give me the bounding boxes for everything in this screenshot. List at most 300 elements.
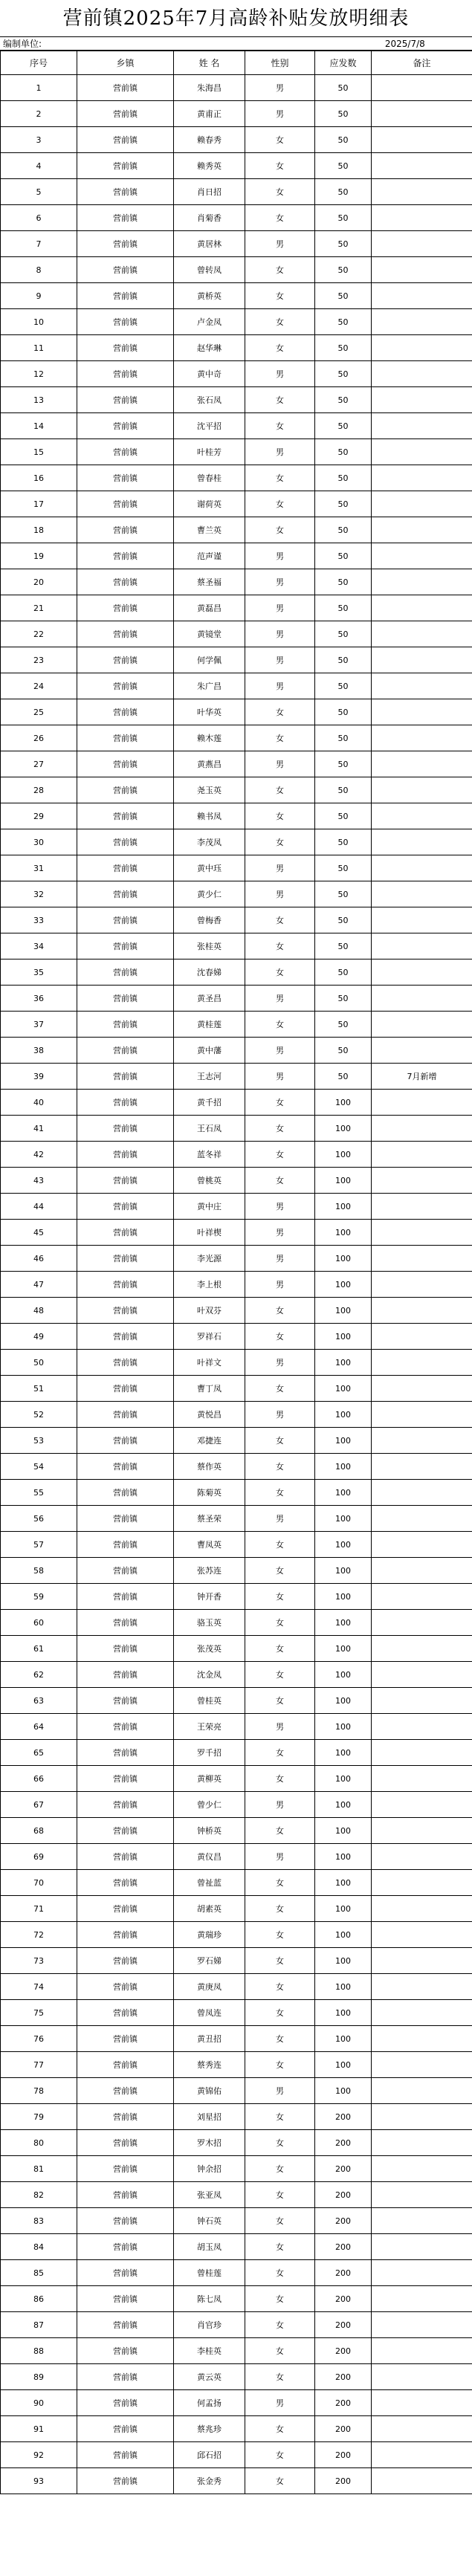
table-row — [1, 283, 472, 309]
cell-seq: 29 — [1, 803, 77, 829]
cell-amount: 50 — [315, 699, 372, 725]
cell-seq: 93 — [1, 2468, 77, 2494]
cell-name: 曾桂莲 — [174, 2260, 245, 2286]
cell-town: 营前镇 — [77, 179, 174, 205]
cell-amount: 100 — [315, 1116, 372, 1142]
cell-name: 钟余招 — [174, 2156, 245, 2182]
cell-remark — [372, 1298, 472, 1324]
cell-amount: 100 — [315, 1636, 372, 1662]
cell-gender: 女 — [245, 1818, 315, 1844]
cell-seq: 62 — [1, 1662, 77, 1688]
cell-amount: 200 — [315, 2234, 372, 2260]
cell-amount: 100 — [315, 2026, 372, 2052]
cell-town: 营前镇 — [77, 335, 174, 361]
cell-name: 沈春娣 — [174, 959, 245, 986]
cell-remark — [372, 1090, 472, 1116]
cell-town: 营前镇 — [77, 2182, 174, 2208]
cell-seq: 2 — [1, 101, 77, 127]
cell-gender: 女 — [245, 803, 315, 829]
cell-remark — [372, 2442, 472, 2468]
table-row — [1, 2156, 472, 2182]
cell-remark — [372, 1948, 472, 1974]
cell-town: 营前镇 — [77, 2052, 174, 2078]
cell-remark — [372, 569, 472, 595]
cell-amount: 100 — [315, 1610, 372, 1636]
cell-remark — [372, 361, 472, 387]
cell-seq: 48 — [1, 1298, 77, 1324]
cell-remark — [372, 2000, 472, 2026]
header-remark: 备注 — [372, 51, 472, 75]
cell-town: 营前镇 — [77, 855, 174, 881]
cell-town: 营前镇 — [77, 2286, 174, 2312]
table-row — [1, 1012, 472, 1038]
cell-amount: 100 — [315, 1402, 372, 1428]
cell-amount: 200 — [315, 2338, 372, 2364]
cell-amount: 50 — [315, 127, 372, 153]
cell-remark — [372, 543, 472, 569]
cell-remark — [372, 1662, 472, 1688]
cell-seq: 91 — [1, 2416, 77, 2442]
cell-town: 营前镇 — [77, 2416, 174, 2442]
cell-seq: 83 — [1, 2208, 77, 2234]
cell-seq: 24 — [1, 673, 77, 699]
cell-gender: 女 — [245, 2026, 315, 2052]
cell-remark — [372, 1610, 472, 1636]
cell-remark — [372, 673, 472, 699]
cell-remark — [372, 2026, 472, 2052]
cell-amount: 200 — [315, 2182, 372, 2208]
table-row — [1, 1428, 472, 1454]
table-row — [1, 986, 472, 1012]
cell-gender: 女 — [245, 335, 315, 361]
cell-amount: 100 — [315, 1168, 372, 1194]
cell-remark — [372, 1038, 472, 1064]
cell-seq: 34 — [1, 933, 77, 959]
cell-name: 钟桥英 — [174, 1818, 245, 1844]
table-row — [1, 1818, 472, 1844]
cell-remark — [372, 1402, 472, 1428]
cell-name: 黄中珏 — [174, 855, 245, 881]
cell-town: 营前镇 — [77, 803, 174, 829]
cell-seq: 52 — [1, 1402, 77, 1428]
cell-amount: 50 — [315, 75, 372, 101]
cell-gender: 男 — [245, 595, 315, 621]
cell-name: 赖书凤 — [174, 803, 245, 829]
cell-name: 蔡圣福 — [174, 569, 245, 595]
table-row — [1, 205, 472, 231]
table-row — [1, 1376, 472, 1402]
cell-gender: 男 — [245, 855, 315, 881]
cell-town: 营前镇 — [77, 413, 174, 439]
table-row — [1, 1064, 472, 1090]
cell-name: 钟石英 — [174, 2208, 245, 2234]
cell-town: 营前镇 — [77, 1142, 174, 1168]
cell-seq: 26 — [1, 725, 77, 751]
cell-remark — [372, 2130, 472, 2156]
cell-amount: 50 — [315, 309, 372, 335]
table-row — [1, 1688, 472, 1714]
header-seq: 序号 — [1, 51, 77, 75]
cell-amount: 50 — [315, 829, 372, 855]
table-row — [1, 1272, 472, 1298]
cell-town: 营前镇 — [77, 751, 174, 777]
cell-remark — [372, 75, 472, 101]
cell-remark — [372, 2052, 472, 2078]
cell-town: 营前镇 — [77, 1844, 174, 1870]
table-row — [1, 2104, 472, 2130]
cell-remark — [372, 986, 472, 1012]
table-row — [1, 179, 472, 205]
cell-name: 朱广昌 — [174, 673, 245, 699]
cell-amount: 200 — [315, 2468, 372, 2494]
cell-remark — [372, 465, 472, 491]
cell-remark — [372, 2182, 472, 2208]
cell-town: 营前镇 — [77, 2156, 174, 2182]
cell-remark — [372, 491, 472, 517]
cell-remark — [372, 1844, 472, 1870]
cell-gender: 女 — [245, 2286, 315, 2312]
table-row — [1, 1844, 472, 1870]
cell-name: 肖日招 — [174, 179, 245, 205]
cell-gender: 男 — [245, 439, 315, 465]
cell-town: 营前镇 — [77, 1896, 174, 1922]
cell-remark — [372, 621, 472, 647]
meta-row — [0, 37, 472, 51]
cell-remark — [372, 595, 472, 621]
cell-gender: 男 — [245, 881, 315, 907]
cell-seq: 41 — [1, 1116, 77, 1142]
cell-town: 营前镇 — [77, 283, 174, 309]
table-row — [1, 881, 472, 907]
cell-seq: 69 — [1, 1844, 77, 1870]
cell-town: 营前镇 — [77, 1402, 174, 1428]
cell-remark — [372, 647, 472, 673]
table-row — [1, 1168, 472, 1194]
cell-seq: 70 — [1, 1870, 77, 1896]
cell-name: 胡玉凤 — [174, 2234, 245, 2260]
cell-town: 营前镇 — [77, 881, 174, 907]
cell-name: 曾梅香 — [174, 907, 245, 933]
cell-town: 营前镇 — [77, 2208, 174, 2234]
cell-amount: 100 — [315, 1948, 372, 1974]
cell-name: 黄锦佑 — [174, 2078, 245, 2104]
table-row — [1, 2390, 472, 2416]
cell-remark — [372, 387, 472, 413]
cell-amount: 100 — [315, 1558, 372, 1584]
cell-gender: 女 — [245, 2000, 315, 2026]
cell-name: 张桂英 — [174, 933, 245, 959]
cell-remark — [372, 1558, 472, 1584]
cell-amount: 100 — [315, 1896, 372, 1922]
cell-seq: 19 — [1, 543, 77, 569]
cell-name: 谢荷英 — [174, 491, 245, 517]
cell-gender: 男 — [245, 543, 315, 569]
cell-remark — [372, 1506, 472, 1532]
cell-seq: 59 — [1, 1584, 77, 1610]
cell-town: 营前镇 — [77, 1532, 174, 1558]
cell-town: 营前镇 — [77, 2234, 174, 2260]
table-row — [1, 2442, 472, 2468]
cell-gender: 男 — [245, 751, 315, 777]
cell-town: 营前镇 — [77, 1610, 174, 1636]
cell-town: 营前镇 — [77, 569, 174, 595]
cell-gender: 女 — [245, 1610, 315, 1636]
cell-name: 何学佩 — [174, 647, 245, 673]
cell-name: 赖木莲 — [174, 725, 245, 751]
cell-town: 营前镇 — [77, 986, 174, 1012]
cell-amount: 50 — [315, 205, 372, 231]
cell-gender: 女 — [245, 1090, 315, 1116]
cell-name: 蓝冬祥 — [174, 1142, 245, 1168]
cell-town: 营前镇 — [77, 1246, 174, 1272]
cell-gender: 女 — [245, 465, 315, 491]
table-row — [1, 361, 472, 387]
cell-seq: 8 — [1, 257, 77, 283]
table-row — [1, 1090, 472, 1116]
cell-name: 钟开香 — [174, 1584, 245, 1610]
table-row — [1, 335, 472, 361]
cell-gender: 女 — [245, 1376, 315, 1402]
cell-town: 营前镇 — [77, 1272, 174, 1298]
cell-town: 营前镇 — [77, 1168, 174, 1194]
cell-gender: 女 — [245, 907, 315, 933]
cell-remark — [372, 2416, 472, 2442]
cell-town: 营前镇 — [77, 1090, 174, 1116]
cell-amount: 50 — [315, 777, 372, 803]
cell-seq: 73 — [1, 1948, 77, 1974]
cell-seq: 38 — [1, 1038, 77, 1064]
cell-name: 何孟扬 — [174, 2390, 245, 2416]
cell-name: 罗千招 — [174, 1740, 245, 1766]
cell-amount: 100 — [315, 1714, 372, 1740]
cell-name: 卢金凤 — [174, 309, 245, 335]
table-row — [1, 1480, 472, 1506]
cell-remark — [372, 1896, 472, 1922]
cell-gender: 男 — [245, 1792, 315, 1818]
cell-gender: 女 — [245, 1948, 315, 1974]
cell-amount: 100 — [315, 1688, 372, 1714]
cell-gender: 女 — [245, 1688, 315, 1714]
cell-name: 黄柳英 — [174, 1766, 245, 1792]
cell-remark — [372, 699, 472, 725]
cell-town: 营前镇 — [77, 725, 174, 751]
cell-name: 黄庚凤 — [174, 1974, 245, 2000]
cell-gender: 女 — [245, 1168, 315, 1194]
cell-town: 营前镇 — [77, 777, 174, 803]
cell-seq: 14 — [1, 413, 77, 439]
cell-town: 营前镇 — [77, 1922, 174, 1948]
cell-town: 营前镇 — [77, 1688, 174, 1714]
cell-gender: 女 — [245, 2312, 315, 2338]
cell-town: 营前镇 — [77, 1038, 174, 1064]
cell-amount: 200 — [315, 2286, 372, 2312]
cell-town: 营前镇 — [77, 465, 174, 491]
cell-amount: 100 — [315, 1376, 372, 1402]
cell-seq: 11 — [1, 335, 77, 361]
cell-name: 李茂凤 — [174, 829, 245, 855]
cell-gender: 女 — [245, 2260, 315, 2286]
cell-remark — [372, 2286, 472, 2312]
cell-name: 黄云英 — [174, 2364, 245, 2390]
cell-remark — [372, 1350, 472, 1376]
cell-remark — [372, 933, 472, 959]
cell-name: 黄瑞珍 — [174, 1922, 245, 1948]
cell-amount: 50 — [315, 517, 372, 543]
cell-remark — [372, 1688, 472, 1714]
cell-gender: 女 — [245, 2208, 315, 2234]
cell-gender: 男 — [245, 2078, 315, 2104]
cell-seq: 80 — [1, 2130, 77, 2156]
document-date: 2025/7/8 — [384, 39, 425, 49]
cell-seq: 36 — [1, 986, 77, 1012]
cell-amount: 50 — [315, 595, 372, 621]
table-row — [1, 1870, 472, 1896]
cell-remark — [372, 777, 472, 803]
cell-name: 朱海昌 — [174, 75, 245, 101]
cell-gender: 男 — [245, 2390, 315, 2416]
cell-amount: 50 — [315, 387, 372, 413]
table-row — [1, 1298, 472, 1324]
cell-name: 黄仪昌 — [174, 1844, 245, 1870]
cell-seq: 18 — [1, 517, 77, 543]
cell-gender: 女 — [245, 2104, 315, 2130]
cell-gender: 女 — [245, 1974, 315, 2000]
cell-amount: 100 — [315, 1194, 372, 1220]
cell-amount: 50 — [315, 153, 372, 179]
cell-amount: 50 — [315, 569, 372, 595]
cell-remark — [372, 1818, 472, 1844]
cell-remark — [372, 1454, 472, 1480]
table-row — [1, 2260, 472, 2286]
cell-amount: 200 — [315, 2156, 372, 2182]
table-row — [1, 725, 472, 751]
cell-remark — [372, 335, 472, 361]
cell-name: 张金秀 — [174, 2468, 245, 2494]
cell-gender: 女 — [245, 2182, 315, 2208]
cell-town: 营前镇 — [77, 2338, 174, 2364]
cell-amount: 100 — [315, 2078, 372, 2104]
cell-seq: 30 — [1, 829, 77, 855]
cell-remark — [372, 413, 472, 439]
table-row — [1, 2182, 472, 2208]
cell-name: 曾桃英 — [174, 1168, 245, 1194]
cell-name: 叶祥文 — [174, 1350, 245, 1376]
cell-name: 肖菊香 — [174, 205, 245, 231]
cell-amount: 200 — [315, 2312, 372, 2338]
cell-remark — [372, 2260, 472, 2286]
cell-town: 营前镇 — [77, 2390, 174, 2416]
cell-name: 赵华琳 — [174, 335, 245, 361]
cell-remark — [372, 1636, 472, 1662]
cell-gender: 男 — [245, 75, 315, 101]
cell-amount: 200 — [315, 2260, 372, 2286]
cell-seq: 86 — [1, 2286, 77, 2312]
table-row — [1, 1610, 472, 1636]
cell-gender: 女 — [245, 2416, 315, 2442]
cell-remark — [372, 2364, 472, 2390]
subsidy-table — [0, 51, 472, 2494]
cell-town: 营前镇 — [77, 1974, 174, 2000]
table-row — [1, 2000, 472, 2026]
cell-gender: 女 — [245, 1532, 315, 1558]
cell-name: 赖秀英 — [174, 153, 245, 179]
cell-seq: 87 — [1, 2312, 77, 2338]
cell-gender: 男 — [245, 101, 315, 127]
cell-town: 营前镇 — [77, 907, 174, 933]
header-town: 乡镇 — [77, 51, 174, 75]
cell-name: 尧玉英 — [174, 777, 245, 803]
cell-town: 营前镇 — [77, 543, 174, 569]
cell-gender: 女 — [245, 1766, 315, 1792]
cell-name: 罗祥石 — [174, 1324, 245, 1350]
cell-remark — [372, 1012, 472, 1038]
table-row — [1, 2468, 472, 2494]
cell-name: 陈菊英 — [174, 1480, 245, 1506]
cell-town: 营前镇 — [77, 75, 174, 101]
cell-remark: 7月新增 — [372, 1064, 472, 1090]
cell-gender: 女 — [245, 725, 315, 751]
cell-seq: 90 — [1, 2390, 77, 2416]
cell-remark — [372, 309, 472, 335]
cell-seq: 15 — [1, 439, 77, 465]
cell-amount: 100 — [315, 1662, 372, 1688]
cell-remark — [372, 2078, 472, 2104]
cell-name: 李光源 — [174, 1246, 245, 1272]
cell-seq: 37 — [1, 1012, 77, 1038]
cell-name: 曾少仁 — [174, 1792, 245, 1818]
cell-name: 张石凤 — [174, 387, 245, 413]
cell-seq: 49 — [1, 1324, 77, 1350]
cell-name: 蔡圣荣 — [174, 1506, 245, 1532]
cell-gender: 女 — [245, 1454, 315, 1480]
cell-gender: 男 — [245, 1844, 315, 1870]
table-row — [1, 2078, 472, 2104]
table-row — [1, 1636, 472, 1662]
cell-gender: 女 — [245, 413, 315, 439]
table-row — [1, 2286, 472, 2312]
cell-amount: 50 — [315, 647, 372, 673]
cell-amount: 100 — [315, 1454, 372, 1480]
cell-name: 黄居林 — [174, 231, 245, 257]
cell-town: 营前镇 — [77, 101, 174, 127]
table-row — [1, 517, 472, 543]
cell-amount: 50 — [315, 959, 372, 986]
cell-town: 营前镇 — [77, 2026, 174, 2052]
cell-seq: 74 — [1, 1974, 77, 2000]
cell-remark — [372, 1168, 472, 1194]
cell-seq: 25 — [1, 699, 77, 725]
cell-amount: 50 — [315, 101, 372, 127]
cell-name: 张苏连 — [174, 1558, 245, 1584]
table-row — [1, 1740, 472, 1766]
cell-seq: 51 — [1, 1376, 77, 1402]
cell-gender: 男 — [245, 1506, 315, 1532]
cell-remark — [372, 1974, 472, 2000]
cell-town: 营前镇 — [77, 439, 174, 465]
cell-gender: 女 — [245, 127, 315, 153]
cell-seq: 13 — [1, 387, 77, 413]
cell-gender: 女 — [245, 2468, 315, 2494]
cell-town: 营前镇 — [77, 1792, 174, 1818]
cell-amount: 200 — [315, 2442, 372, 2468]
cell-name: 胡素英 — [174, 1896, 245, 1922]
table-row — [1, 491, 472, 517]
cell-name: 叶双芬 — [174, 1298, 245, 1324]
cell-town: 营前镇 — [77, 2104, 174, 2130]
table-row — [1, 2338, 472, 2364]
cell-name: 曹凤英 — [174, 1532, 245, 1558]
cell-remark — [372, 153, 472, 179]
